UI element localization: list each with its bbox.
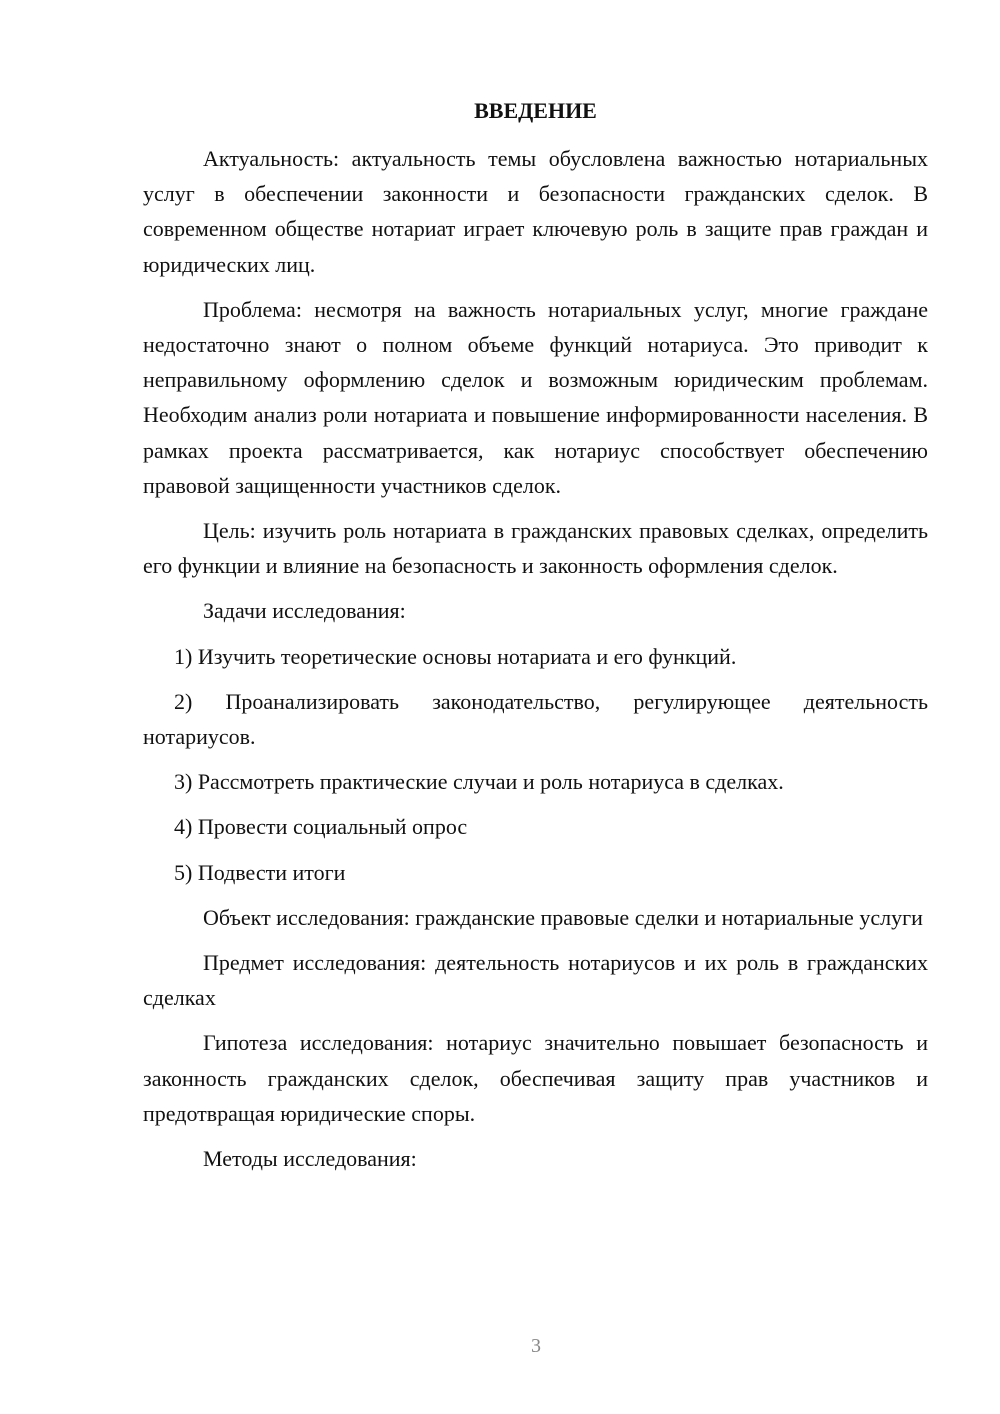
document-body — [143, 141, 928, 1186]
paragraph-tasks-heading: Задачи исследования: — [203, 598, 406, 624]
task-item-2: 2) Проанализировать законодательство, регулирующее деятельность нотариусов. — [143, 688, 928, 750]
paragraph-problem: Проблема: несмотря на важность нотариальных услуг, многие граждане недостаточно знают о полном объеме функций нотариуса. Это приводит к неправильному оформлению сделок и возможным юридическим проблемам. Необходим анализ роли нотариата и повышение информированности населения. В рамках проекта рассматривается, как нотариус способствует обеспечению правовой защищенности участников сделок. — [143, 296, 928, 498]
paragraph-goal: Цель: изучить роль нотариата в гражданских правовых сделках, определить его функции и влияние на безопасность и законность оформления сделок. — [143, 518, 928, 579]
section-title: ВВЕДЕНИЕ — [474, 98, 597, 123]
task-item-4: 4) Провести социальный опрос — [174, 814, 468, 840]
task-item-3: 3) Рассмотреть практические случаи и роль нотариуса в сделках. — [174, 769, 784, 795]
task-item-5: 5) Подвести итоги — [174, 859, 346, 885]
paragraph-relevance: Актуальность: актуальность темы обусловлена важностью нотариальных услуг в обеспечении законности и безопасности гражданских сделок. В современном обществе нотариат играет ключевую роль в защите прав граждан и юридических лиц. — [143, 146, 928, 277]
paragraph-hypothesis: Гипотеза исследования: нотариус значительно повышает безопасность и законность гражданских сделок, обеспечивая защиту прав участников и предотвращая юридические споры. — [143, 1030, 928, 1126]
page-number: 3 — [531, 1335, 541, 1357]
paragraph-methods: Методы исследования: — [203, 1146, 417, 1172]
paragraph-object: Объект исследования: гражданские правовые сделки и нотариальные услуги — [203, 904, 923, 930]
task-item-1: 1) Изучить теоретические основы нотариата и его функций. — [174, 643, 737, 669]
paragraph-subject: Предмет исследования: деятельность нотариусов и их роль в гражданских сделках — [143, 950, 928, 1011]
